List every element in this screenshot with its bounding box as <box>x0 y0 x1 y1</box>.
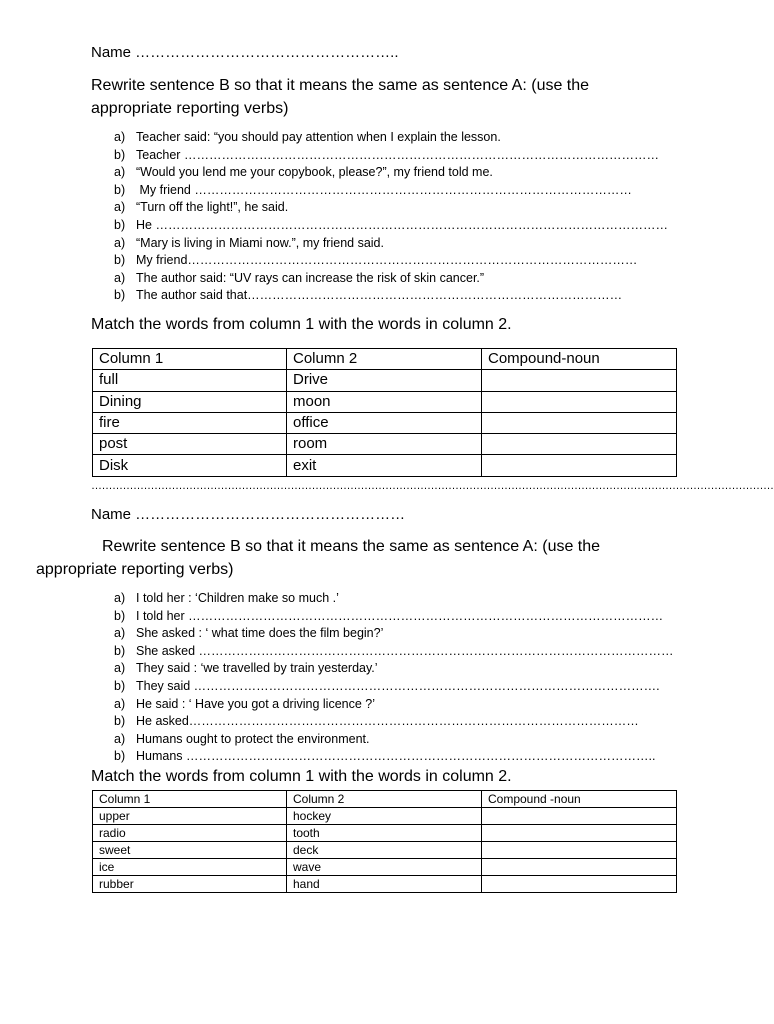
answer-cell[interactable] <box>482 391 677 412</box>
student-name-line: Name ……………………………………………… <box>91 506 406 523</box>
answer-cell[interactable] <box>482 434 677 455</box>
answer-cell[interactable] <box>482 842 677 859</box>
table-header: Column 1 <box>93 791 287 808</box>
student-name-line: Name …………………………………………….. <box>91 44 399 61</box>
list-item: b) Humans ………………………………………………………………………………………………….. <box>114 749 656 764</box>
list-item: a) Teacher said: “you should pay attention when I explain the lesson. <box>114 130 501 144</box>
table-cell: upper <box>93 808 287 825</box>
table-header-row <box>93 791 677 808</box>
list-item: b) My friend……………………………………………………………………………………………… <box>114 253 638 268</box>
list-item: b) He …………………………………………………………………………………………………………… <box>114 217 668 232</box>
list-item: b) He asked……………………………………………………………………………………………… <box>114 714 639 729</box>
answer-cell[interactable] <box>482 455 677 476</box>
table-cell: radio <box>93 825 287 842</box>
list-item: b) Teacher …………………………………………………………………………………………………… <box>114 147 659 162</box>
compound-noun-table <box>92 348 677 477</box>
list-item: b) My friend …………………………………………………………………………………………… <box>114 182 632 197</box>
table-row <box>93 842 677 859</box>
table-row <box>93 876 677 893</box>
table-cell: sweet <box>93 842 287 859</box>
exercise-list <box>114 590 674 766</box>
table-cell: full <box>93 370 287 391</box>
answer-cell[interactable] <box>482 876 677 893</box>
table-cell: fire <box>93 412 287 433</box>
list-item: b) She asked …………………………………………………………………………………………………… <box>114 643 674 658</box>
compound-noun-table <box>92 790 677 893</box>
table-cell: room <box>287 434 482 455</box>
list-item: a) She asked : ‘ what time does the film begin?’ <box>114 626 384 641</box>
table-cell: deck <box>287 842 482 859</box>
list-item: a) Humans ought to protect the environment. <box>114 731 370 746</box>
table-cell: Drive <box>287 370 482 391</box>
table-header: Compound -noun <box>482 791 677 808</box>
match-instruction: Match the words from column 1 with the words in column 2. <box>91 316 512 333</box>
list-item: b) I told her …………………………………………………………………………………………………… <box>114 608 664 623</box>
list-item: b) The author said that……………………………………………………………………………… <box>114 288 623 303</box>
cut-line-divider: …………………………………………………………………………………………………………………………………………………………………………… <box>91 480 774 492</box>
table-cell: wave <box>287 859 482 876</box>
table-cell: Disk <box>93 455 287 476</box>
table-cell: ice <box>93 859 287 876</box>
table-row <box>93 370 677 391</box>
table-cell: tooth <box>287 825 482 842</box>
list-item: b) They said …………………………………………………………………………………………………. <box>114 678 660 693</box>
table-cell: Dining <box>93 391 287 412</box>
rewrite-instruction: Rewrite sentence B so that it means the same as sentence A: (use the appropriate reporting verbs) <box>36 538 601 578</box>
list-item: a) “Would you lend me your copybook, please?”, my friend told me. <box>114 165 493 180</box>
table-cell: hockey <box>287 808 482 825</box>
table-header: Column 2 <box>287 791 482 808</box>
list-item: a) He said : ‘ Have you got a driving licence ?’ <box>114 696 376 711</box>
list-item: a) The author said: “UV rays can increase the risk of skin cancer.” <box>114 270 485 285</box>
table-row <box>93 808 677 825</box>
list-item: a) They said : ‘we travelled by train yesterday.’ <box>114 661 378 676</box>
table-cell: office <box>287 412 482 433</box>
table-row <box>93 859 677 876</box>
answer-cell[interactable] <box>482 370 677 391</box>
table-header: Column 2 <box>287 349 482 370</box>
answer-cell[interactable] <box>482 825 677 842</box>
table-cell: moon <box>287 391 482 412</box>
table-cell: hand <box>287 876 482 893</box>
table-cell: rubber <box>93 876 287 893</box>
answer-cell[interactable] <box>482 808 677 825</box>
table-row <box>93 434 677 455</box>
list-item: a) I told her : ‘Children make so much .’ <box>114 591 339 605</box>
table-row <box>93 391 677 412</box>
table-row <box>93 412 677 433</box>
table-row <box>93 825 677 842</box>
match-instruction: Match the words from column 1 with the words in column 2. <box>91 768 512 785</box>
rewrite-instruction: Rewrite sentence B so that it means the same as sentence A: (use the appropriate reporting verbs) <box>91 77 590 117</box>
table-row <box>93 455 677 476</box>
table-cell: exit <box>287 455 482 476</box>
table-header: Compound-noun <box>482 349 677 370</box>
list-item: a) “Turn off the light!”, he said. <box>114 200 289 215</box>
table-cell: post <box>93 434 287 455</box>
exercise-list <box>114 129 668 305</box>
table-header: Column 1 <box>93 349 287 370</box>
answer-cell[interactable] <box>482 859 677 876</box>
table-header-row <box>93 349 677 370</box>
list-item: a) “Mary is living in Miami now.”, my friend said. <box>114 235 384 250</box>
answer-cell[interactable] <box>482 412 677 433</box>
